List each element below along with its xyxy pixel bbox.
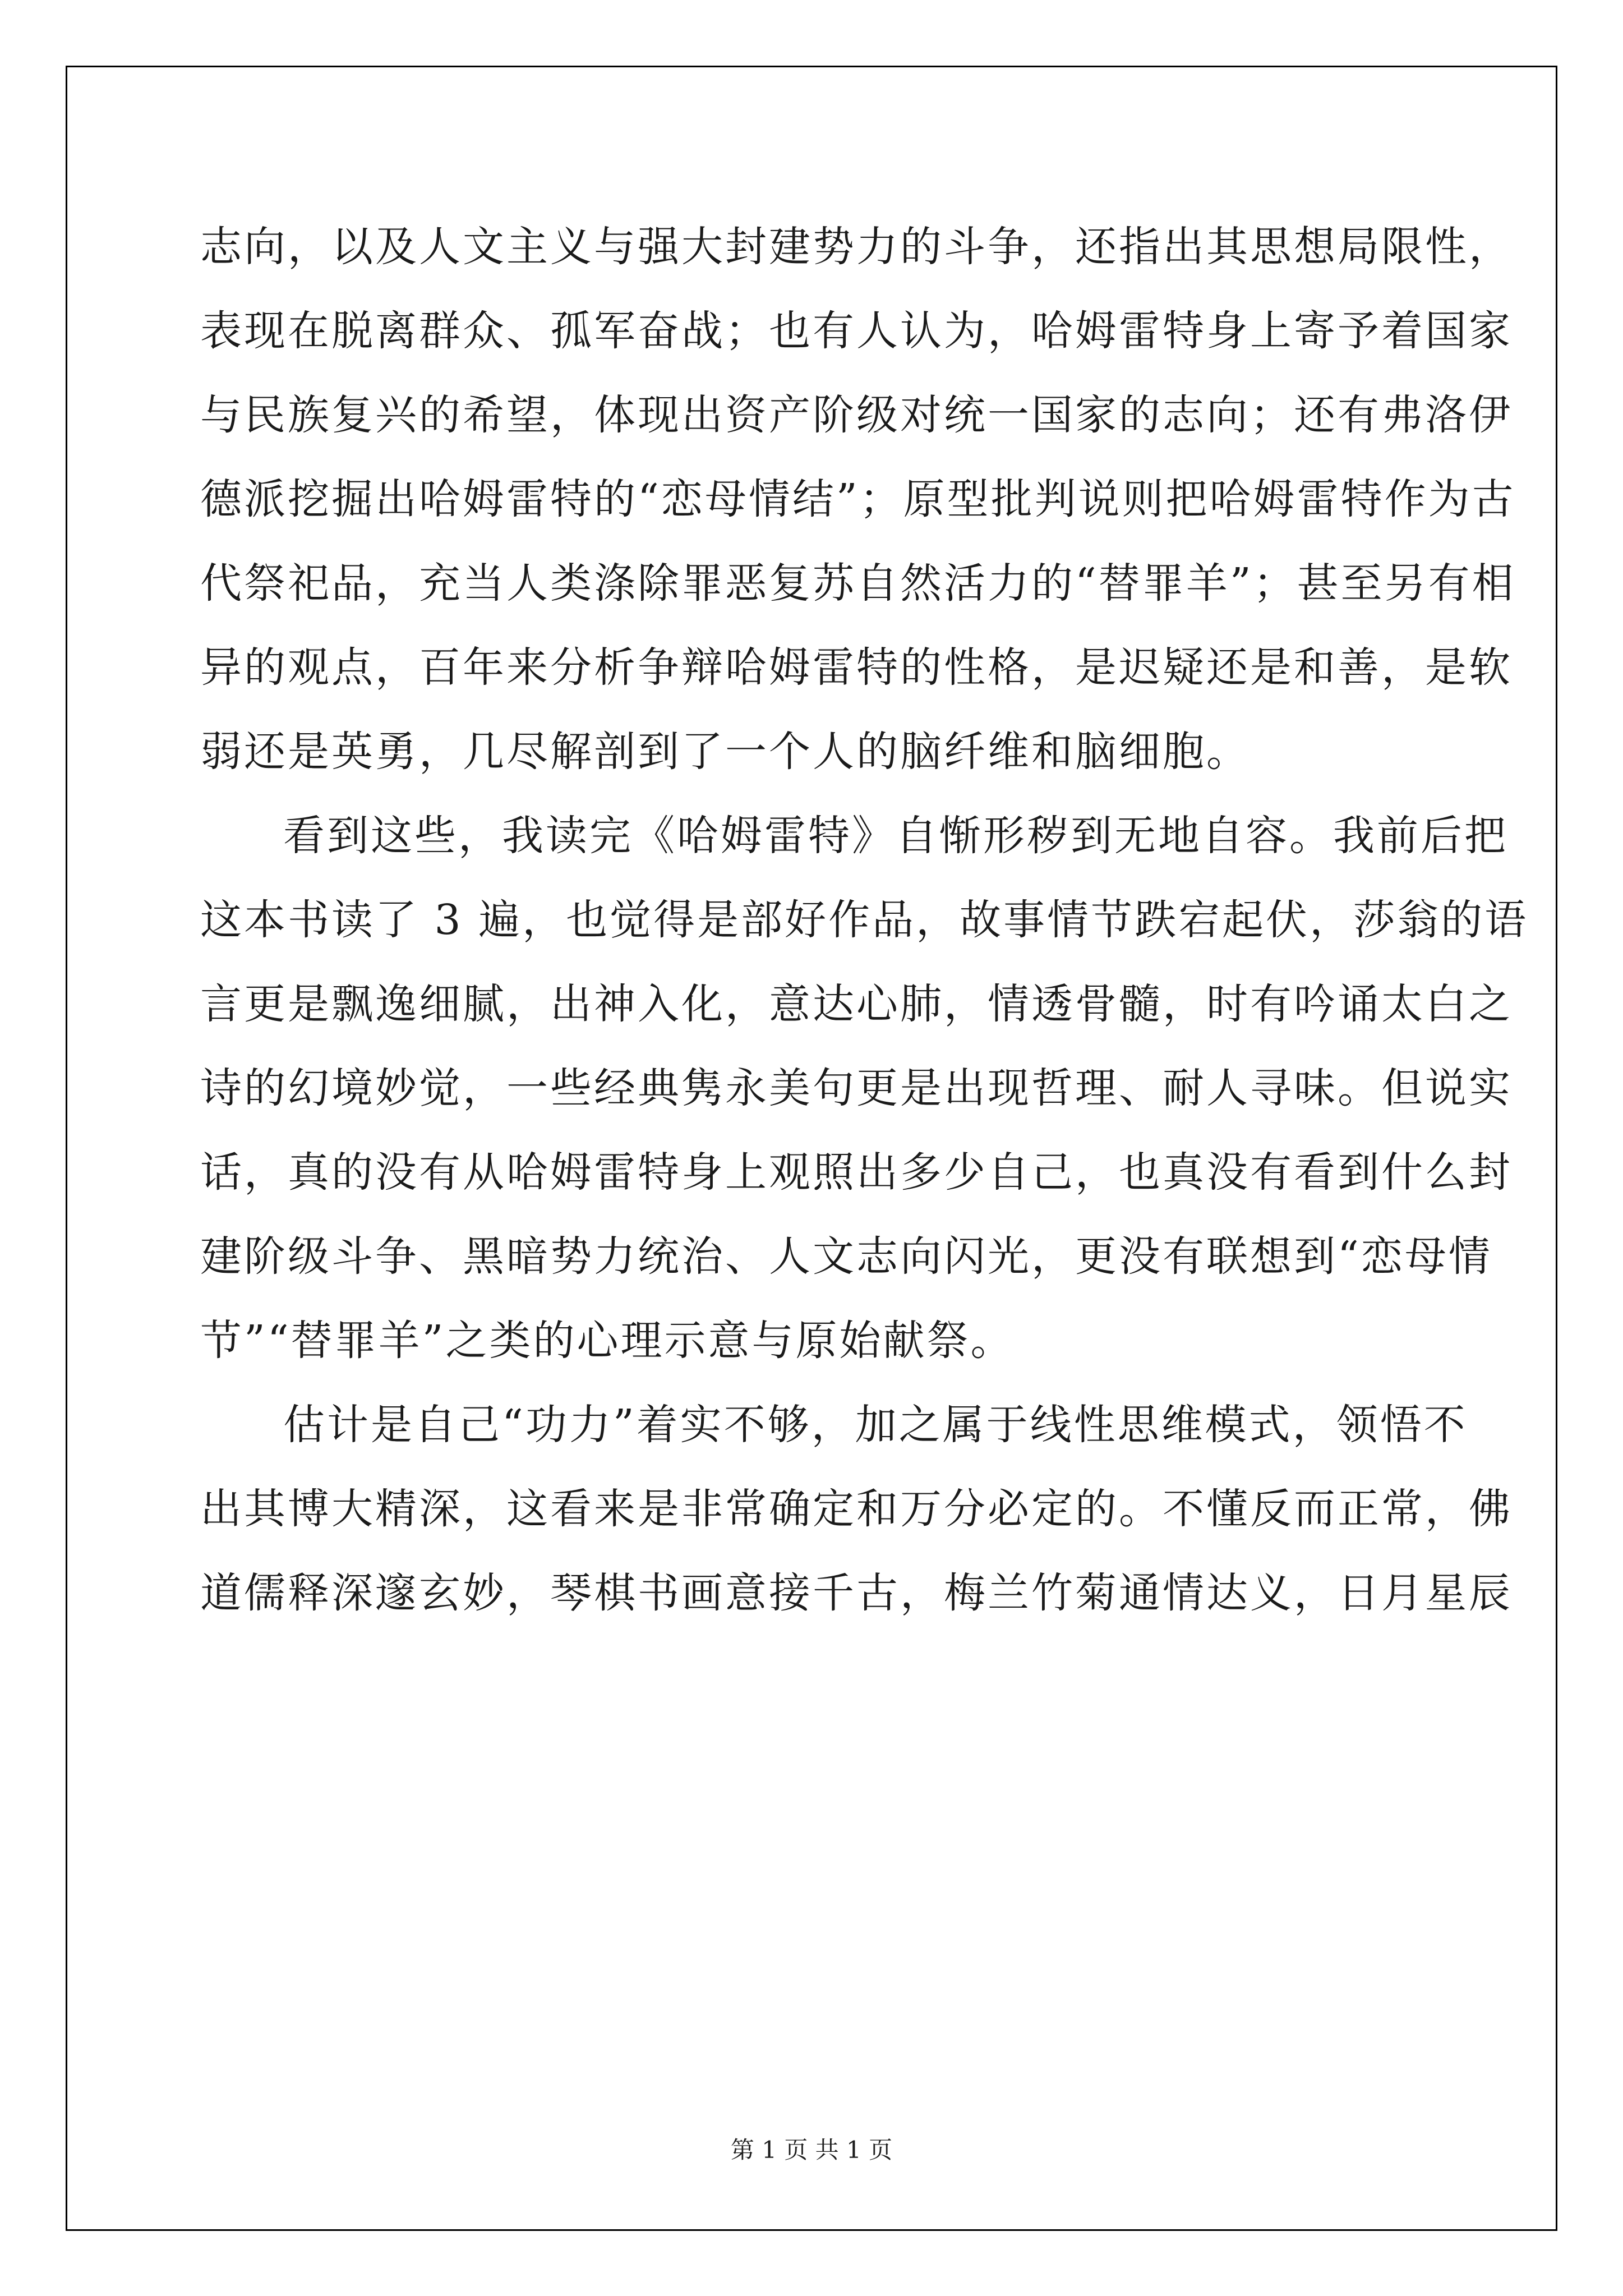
- paragraph-1-line-3: 与民族复兴的希望，体现出资产阶级对统一国家的志向；还有弗洛伊: [200, 391, 1513, 439]
- paragraph-3-line-2: 出其博大精深，这看来是非常确定和万分必定的。不懂反而正常，佛: [200, 1485, 1513, 1533]
- paragraph-1-line-5: 代祭祀品，充当人类涤除罪恶复苏自然活力的“替罪羊”；甚至另有相: [200, 559, 1516, 608]
- paragraph-2-line-4: 诗的幻境妙觉，一些经典隽永美句更是出现哲理、耐人寻味。但说实: [200, 1064, 1513, 1112]
- paragraph-2-line-7: 节”“替罪羊”之类的心理示意与原始献祭。: [200, 1317, 1015, 1365]
- paragraph-1-line-4: 德派挖掘出哈姆雷特的“恋母情结”；原型批判说则把哈姆雷特作为古: [200, 475, 1516, 523]
- paragraph-2-line-6: 建阶级斗争、黑暗势力统治、人文志向闪光，更没有联想到“恋母情: [200, 1232, 1492, 1281]
- paragraph-2-line-1: 看到这些，我读完《哈姆雷特》自惭形秽到无地自容。我前后把: [283, 812, 1508, 860]
- paragraph-2-line-2: 这本书读了 3 遍，也觉得是部好作品，故事情节跌宕起伏，莎翁的语: [200, 896, 1529, 944]
- paragraph-2-line-3: 言更是飘逸细腻，出神入化，意达心肺，情透骨髓，时有吟诵太白之: [200, 980, 1513, 1028]
- paragraph-1-line-1: 志向，以及人文主义与强大封建势力的斗争，还指出其思想局限性，: [200, 223, 1513, 271]
- document-body: [200, 205, 1529, 1635]
- paragraph-3-line-3: 道儒释深邃玄妙，琴棋书画意接千古，梅兰竹菊通情达义，日月星辰: [200, 1569, 1513, 1617]
- paragraph-1-line-2: 表现在脱离群众、孤军奋战；也有人认为，哈姆雷特身上寄予着国家: [200, 307, 1513, 355]
- paragraph-1-line-7: 弱还是英勇，几尽解剖到了一个人的脑纤维和脑细胞。: [200, 728, 1250, 776]
- paragraph-1-line-6: 异的观点，百年来分析争辩哈姆雷特的性格，是迟疑还是和善，是软: [200, 643, 1513, 692]
- page-number-footer: 第 1 页 共 1 页: [730, 2136, 893, 2164]
- paragraph-3-line-1: 估计是自己“功力”着实不够，加之属于线性思维模式，领悟不: [283, 1401, 1468, 1449]
- paragraph-2-line-5: 话，真的没有从哈姆雷特身上观照出多少自己，也真没有看到什么封: [200, 1148, 1513, 1197]
